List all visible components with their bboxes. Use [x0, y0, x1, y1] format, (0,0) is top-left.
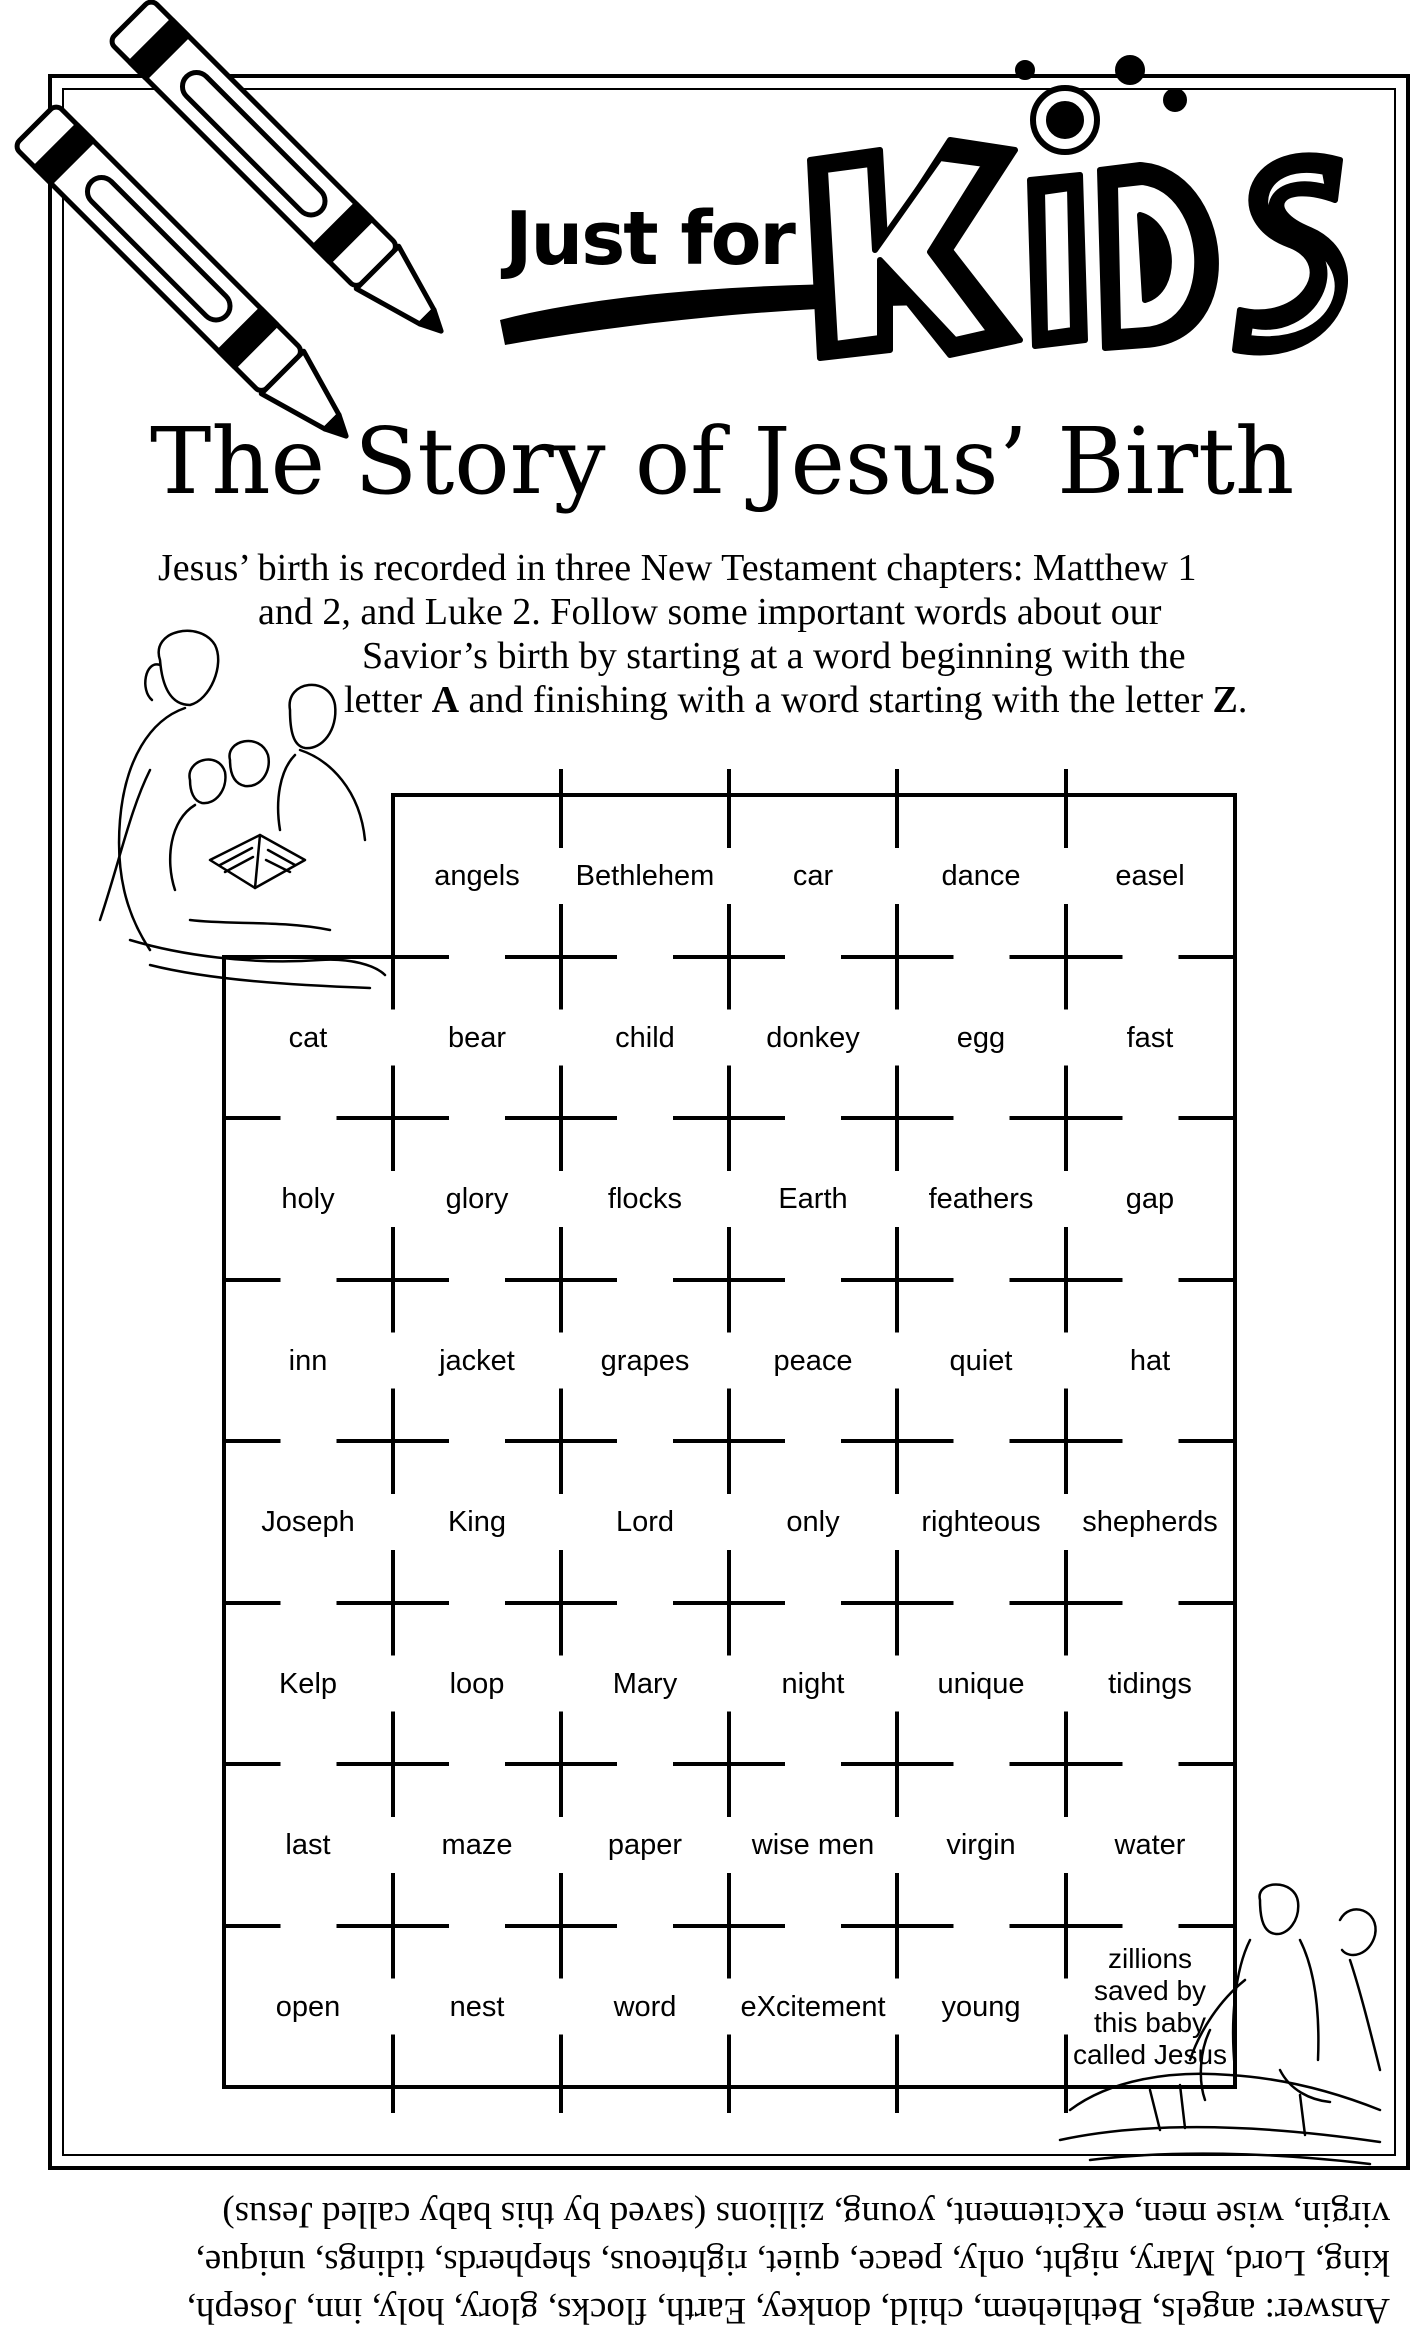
- grid-cell[interactable]: Lord: [615, 1505, 675, 1538]
- grid-cell[interactable]: last: [285, 1828, 331, 1861]
- grid-cell[interactable]: peace: [773, 1344, 853, 1377]
- grid-cell[interactable]: shepherds: [1082, 1505, 1218, 1538]
- grid-cell[interactable]: eXcitement: [740, 1990, 886, 2023]
- crayons-icon: [0, 0, 500, 440]
- grid-cell[interactable]: jacket: [439, 1344, 515, 1377]
- letter-z: Z: [1212, 679, 1238, 721]
- grid-cell[interactable]: bear: [447, 1021, 507, 1054]
- grid-cell[interactable]: inn: [288, 1344, 328, 1377]
- grid-cell[interactable]: only: [786, 1505, 840, 1538]
- intro-line-4-start: letter: [344, 679, 432, 721]
- grid-cell[interactable]: Bethlehem: [575, 859, 715, 892]
- grid-cell[interactable]: donkey: [766, 1021, 860, 1054]
- shepherds-illustration-icon: [1050, 1880, 1390, 2170]
- answer-line-3: virgin, wise men, eXcitement, young, zillions (saved by this baby called Jesus): [222, 2194, 1390, 2235]
- intro-line-1: Jesus’ birth is recorded in three New Testament chapters: Matthew 1: [158, 547, 1197, 589]
- family-reading-illustration-icon: [90, 620, 390, 1000]
- grid-cell[interactable]: Joseph: [261, 1505, 355, 1538]
- grid-cell[interactable]: unique: [937, 1667, 1025, 1700]
- grid-cell[interactable]: Mary: [612, 1667, 678, 1700]
- grid-cell[interactable]: egg: [956, 1021, 1006, 1054]
- intro-line-3: Savior’s birth by starting at a word beginning with the: [362, 635, 1186, 677]
- answer-line-1: Answer: angels, Bethlehem, child, donkey, Earth, flocks, glory, holy, inn, Joseph,: [186, 2290, 1390, 2331]
- grid-cell[interactable]: gap: [1125, 1182, 1175, 1215]
- grid-cell[interactable]: glory: [445, 1182, 509, 1215]
- letter-a: A: [431, 679, 460, 721]
- grid-cell[interactable]: cat: [288, 1021, 328, 1054]
- grid-cell[interactable]: dance: [941, 859, 1021, 892]
- intro-line-4-end: .: [1237, 679, 1248, 721]
- grid-cell[interactable]: nest: [449, 1990, 505, 2023]
- grid-cell[interactable]: Earth: [778, 1182, 848, 1215]
- grid-cell[interactable]: easel: [1115, 859, 1185, 892]
- intro-line-4: [344, 678, 1247, 722]
- grid-cell[interactable]: open: [275, 1990, 341, 2023]
- grid-cell[interactable]: car: [792, 859, 834, 892]
- grid-cell[interactable]: feathers: [928, 1182, 1034, 1215]
- grid-cell[interactable]: child: [615, 1021, 675, 1054]
- grid-cell[interactable]: righteous: [921, 1505, 1041, 1538]
- grid-cell[interactable]: zillions saved by this baby called Jesus: [1072, 1942, 1228, 2070]
- grid-cell[interactable]: quiet: [949, 1344, 1013, 1377]
- grid-cell[interactable]: holy: [281, 1182, 335, 1215]
- grid-cell[interactable]: word: [613, 1990, 677, 2023]
- grid-cell[interactable]: King: [447, 1505, 507, 1538]
- page-title: The Story of Jesus’ Birth: [150, 408, 1295, 515]
- logo-just-for: Just for: [505, 196, 794, 282]
- grid-cell[interactable]: tidings: [1108, 1667, 1192, 1700]
- answer-key: [40, 2184, 1390, 2334]
- grid-cell[interactable]: wise men: [751, 1828, 875, 1861]
- grid-cell[interactable]: maze: [441, 1828, 513, 1861]
- grid-cell[interactable]: paper: [607, 1828, 683, 1861]
- intro-line-4-middle: and finishing with a word starting with the letter: [459, 679, 1213, 721]
- intro-line-2: and 2, and Luke 2. Follow some important words about our: [258, 591, 1162, 633]
- grid-cell[interactable]: grapes: [600, 1344, 690, 1377]
- grid-cell[interactable]: virgin: [946, 1828, 1016, 1861]
- grid-cell[interactable]: hat: [1129, 1344, 1171, 1377]
- grid-cell[interactable]: water: [1114, 1828, 1186, 1861]
- grid-cell[interactable]: young: [941, 1990, 1021, 2023]
- grid-cell[interactable]: angels: [434, 859, 520, 892]
- grid-cell[interactable]: flocks: [607, 1182, 683, 1215]
- grid-cell[interactable]: night: [781, 1667, 845, 1700]
- grid-cell[interactable]: fast: [1126, 1021, 1174, 1054]
- logo-kids-icon: [780, 40, 1370, 370]
- answer-line-2: king, Lord, Mary, night, only, peace, quiet, righteous, shepherds, tidings, unique,: [195, 2242, 1390, 2283]
- grid-cell[interactable]: loop: [449, 1667, 505, 1700]
- grid-cell[interactable]: Kelp: [278, 1667, 338, 1700]
